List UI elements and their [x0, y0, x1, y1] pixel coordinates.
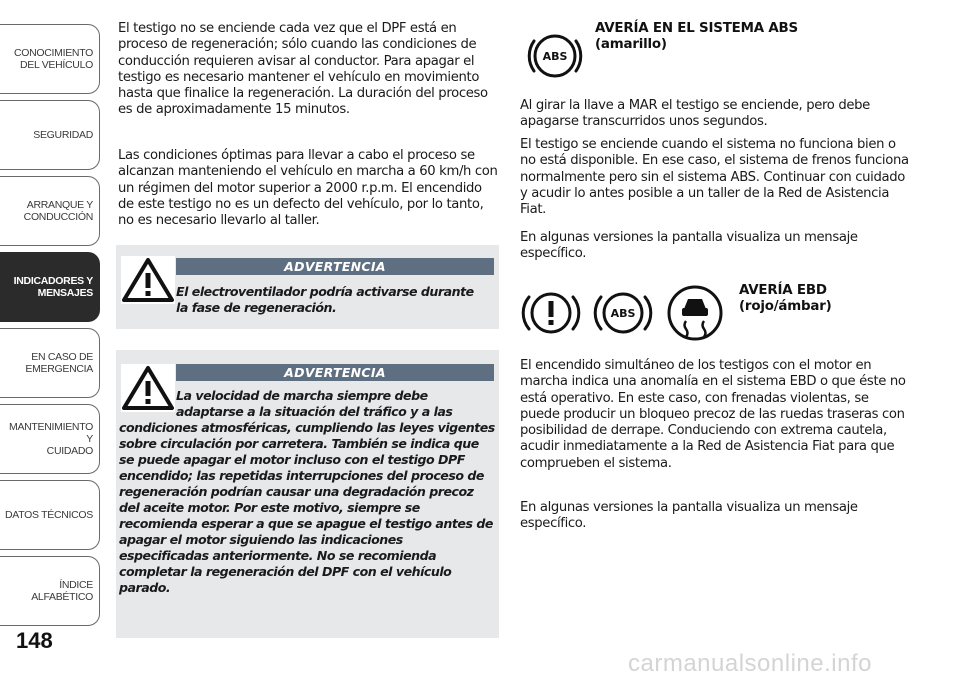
- page-number: 148: [16, 628, 53, 653]
- warning-title-2: ADVERTENCIA: [176, 364, 494, 381]
- tab-indice-alfabetico[interactable]: ÍNDICE ALFABÉTICO: [0, 556, 100, 626]
- abs-warning-icon: [526, 31, 584, 81]
- tab-seguridad[interactable]: SEGURIDAD: [0, 100, 100, 170]
- chapter-tabs: [0, 0, 104, 620]
- tab-en-caso-de-emergencia[interactable]: EN CASO DE EMERGENCIA: [0, 328, 100, 398]
- warning-triangle-icon: [121, 364, 175, 412]
- ebd-section-heading: AVERÍA EBD (rojo/ámbar): [739, 283, 832, 314]
- dpf-paragraph-1: El testigo no se enciende cada vez que el DPF está en proceso de regeneración; sólo cuando las condiciones de conducción requieren avisar al conductor. Para apagar el testigo es necesario mantener el vehículo en movimiento hasta que finalice la regeneración. La duración del proceso es de aproximadamente 15 minutos.: [118, 21, 488, 118]
- ebd-paragraph-1: El encendido simultáneo de los testigos con el motor en marcha indica una anomalía en el sistema EBD o que éste no está operativo. En este caso, con frenadas violentas, se puede producir un bloqueo precoz de las ruedas traseras con posibilidad de derrape. Conduciendo con extrema cautela, acudir inmediatamente a la Red de Asistencia Fiat para que comprueben el sistema.: [520, 358, 906, 471]
- warning-triangle-icon: [121, 256, 175, 304]
- warning-text-2-intro: La velocidad de marcha siempre debe adaptarse a la situación del tráfico y a las: [176, 388, 453, 419]
- stability-control-icon: [664, 285, 726, 341]
- tab-datos-tecnicos[interactable]: DATOS TÉCNICOS: [0, 480, 100, 550]
- ebd-paragraph-2: En algunas versiones la pantalla visualiza un mensaje específico.: [520, 500, 858, 532]
- abs-icon: [592, 287, 654, 339]
- tab-indicadores-y-mensajes[interactable]: INDICADORES Y MENSAJES: [0, 252, 100, 322]
- abs-paragraph-2: El testigo se enciende cuando el sistema no funciona bien o no está disponible. En ese caso, el sistema de frenos funciona normalmente pero sin el sistema ABS. Continuar con cuidado y acudir lo antes posible a un taller de la Red de Asistencia Fiat.: [520, 137, 909, 218]
- tab-mantenimiento-y-cuidado[interactable]: MANTENIMIENTO Y CUIDADO: [0, 404, 100, 474]
- brake-warning-icon: [520, 287, 582, 339]
- warning-text-1: El electroventilador podría activarse durante la fase de regeneración.: [176, 284, 474, 315]
- tab-arranque-y-conduccion[interactable]: ARRANQUE Y CONDUCCIÓN: [0, 176, 100, 246]
- dpf-paragraph-2: Las condiciones óptimas para llevar a cabo el proceso se alcanzan manteniendo el vehículo en marcha a 60 km/h con un régimen del motor superior a 2000 r.p.m. El encendido de este testigo no es un defecto del vehículo, por lo tanto, no es necesario llevarlo al taller.: [118, 148, 498, 229]
- warning-text-2-body: condiciones atmosféricas, cumpliendo las leyes vigentes sobre circulación por carretera. También se indica que se puede apagar el motor incluso con el testigo DPF encendido; las repetidas interrupciones del proceso de regeneración podrían causar una degradación precoz del aceite motor. Por este motivo, siempre se recomienda esperar a que se apague el testigo antes de apagar el motor siguiendo las indicaciones especificadas anteriormente. No se recomienda completar la regeneración del DPF con el vehículo parado.: [119, 420, 495, 595]
- abs-paragraph-3: En algunas versiones la pantalla visualiza un mensaje específico.: [520, 230, 858, 262]
- warning-title-1: ADVERTENCIA: [176, 258, 494, 275]
- svg-text:ABS: ABS: [610, 307, 636, 320]
- abs-section-heading: AVERÍA EN EL SISTEMA ABS (amarillo): [595, 21, 798, 52]
- svg-text:ABS: ABS: [542, 50, 568, 63]
- abs-paragraph-1: Al girar la llave a MAR el testigo se enciende, pero debe apagarse transcurridos unos segundos.: [520, 98, 870, 130]
- tab-conocimiento-del-vehiculo[interactable]: CONOCIMIENTO DEL VEHÍCULO: [0, 24, 100, 94]
- watermark-text: carmanualsonline.info: [628, 650, 872, 677]
